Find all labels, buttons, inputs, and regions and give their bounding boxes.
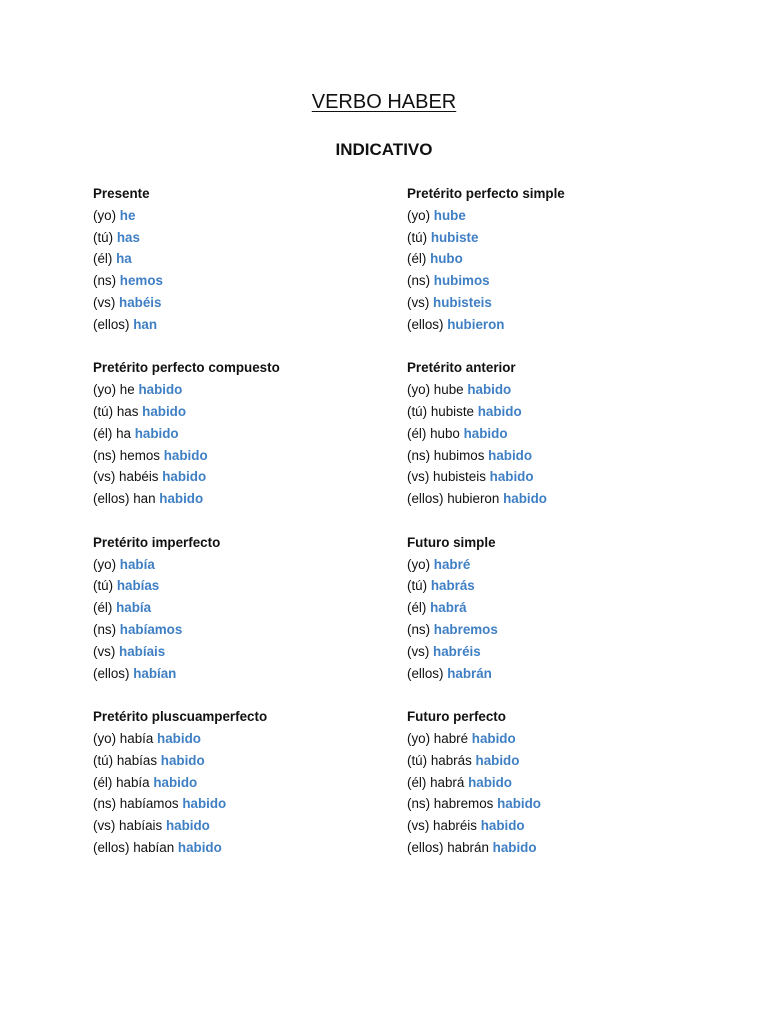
conjugation-row — [407, 488, 727, 510]
auxiliary-form: habré — [433, 730, 469, 746]
auxiliary-form: he — [119, 382, 135, 398]
conjugation-row — [407, 750, 727, 772]
conjugation-row — [93, 227, 413, 249]
pronoun: (ellos) — [93, 665, 130, 681]
pronoun: (ellos) — [93, 316, 130, 332]
pronoun: (yo) — [93, 556, 117, 572]
verb-form: había — [119, 556, 155, 572]
verb-form: habido — [157, 730, 201, 746]
document-title — [0, 89, 768, 115]
pronoun: (tú) — [93, 578, 114, 594]
verb-form: hemos — [119, 273, 163, 289]
auxiliary-form: había — [119, 730, 154, 746]
auxiliary-form: habéis — [119, 469, 159, 485]
pronoun: (ns) — [93, 796, 117, 812]
conjugation-row — [407, 619, 727, 641]
pronoun: (ellos) — [407, 665, 444, 681]
pronoun: (tú) — [93, 752, 114, 768]
pronoun: (vs) — [407, 294, 430, 310]
document-title-text: VERBO HABER — [311, 91, 457, 113]
pronoun: (él) — [407, 425, 427, 441]
verb-form: habías — [116, 578, 160, 594]
verb-form: habido — [475, 752, 520, 768]
pronoun: (yo) — [407, 207, 431, 223]
tense-block — [407, 183, 727, 336]
pronoun: (ellos) — [407, 316, 444, 332]
pronoun: (él) — [93, 251, 113, 267]
conjugation-row — [407, 641, 727, 663]
pronoun: (ns) — [93, 621, 117, 637]
conjugation-row — [407, 423, 727, 445]
verb-form: habido — [162, 469, 207, 485]
auxiliary-form: hubimos — [433, 447, 485, 463]
verb-form: habido — [463, 425, 508, 441]
verb-form: habido — [153, 774, 198, 790]
conjugation-row — [93, 597, 413, 619]
conjugation-row — [93, 314, 413, 336]
auxiliary-form: habíais — [119, 818, 163, 834]
conjugation-row — [93, 815, 413, 837]
conjugation-row — [93, 466, 413, 488]
verb-form: hubo — [430, 251, 463, 267]
pronoun: (yo) — [407, 730, 431, 746]
tense-block — [93, 357, 413, 510]
verb-form: habido — [471, 730, 516, 746]
tense-heading: Pretérito imperfecto — [93, 534, 221, 550]
pronoun: (él) — [93, 600, 113, 616]
verb-form: habíamos — [119, 621, 183, 637]
verb-form: habido — [467, 382, 512, 398]
verb-form: habido — [134, 425, 179, 441]
pronoun: (él) — [407, 251, 427, 267]
conjugation-row — [407, 815, 727, 837]
auxiliary-form: habréis — [433, 818, 477, 834]
conjugation-row — [93, 793, 413, 815]
conjugation-row — [407, 401, 727, 423]
verb-form: han — [133, 316, 158, 332]
conjugation-row — [93, 248, 413, 270]
verb-form: habremos — [433, 621, 498, 637]
auxiliary-form: habían — [133, 839, 175, 855]
conjugation-row — [407, 554, 727, 576]
verb-form: habido — [142, 403, 187, 419]
tense-block — [407, 357, 727, 510]
conjugation-row — [93, 728, 413, 750]
tense-heading: Presente — [93, 186, 150, 201]
conjugation-row — [407, 793, 727, 815]
conjugation-row — [407, 270, 727, 292]
auxiliary-form: han — [133, 491, 156, 507]
conjugation-row — [93, 445, 413, 467]
pronoun: (ns) — [407, 796, 431, 812]
verb-form: habido — [477, 403, 522, 419]
auxiliary-form: hube — [433, 382, 464, 398]
conjugation-row — [93, 837, 413, 859]
verb-form: hube — [433, 207, 466, 223]
auxiliary-form: habrán — [447, 839, 489, 855]
conjugation-row — [93, 423, 413, 445]
conjugation-row — [407, 248, 727, 270]
left-column — [93, 183, 413, 881]
pronoun: (ellos) — [93, 839, 130, 855]
auxiliary-form: habremos — [433, 796, 494, 812]
pronoun: (ellos) — [93, 491, 130, 507]
tense-heading: Futuro perfecto — [407, 709, 506, 725]
verb-form: habrá — [430, 600, 467, 616]
verb-form: habíais — [119, 643, 166, 659]
pronoun: (vs) — [407, 818, 430, 834]
pronoun: (tú) — [407, 229, 428, 245]
conjugation-row — [93, 663, 413, 685]
verb-form: habido — [177, 839, 222, 855]
conjugation-row — [93, 292, 413, 314]
conjugation-row — [407, 663, 727, 685]
tense-heading: Futuro simple — [407, 534, 496, 550]
pronoun: (ns) — [407, 447, 431, 463]
auxiliary-form: habíamos — [119, 796, 179, 812]
auxiliary-form: habías — [116, 752, 158, 768]
pronoun: (tú) — [93, 403, 114, 419]
pronoun: (ns) — [407, 273, 431, 289]
verb-form: habido — [480, 818, 525, 834]
conjugation-row — [407, 445, 727, 467]
auxiliary-form: hubisteis — [433, 469, 486, 485]
conjugation-row — [93, 575, 413, 597]
conjugation-row — [93, 270, 413, 292]
verb-form: habido — [488, 447, 533, 463]
conjugation-row — [407, 728, 727, 750]
verb-form: habían — [133, 665, 177, 681]
pronoun: (yo) — [407, 556, 431, 572]
pronoun: (él) — [93, 425, 113, 441]
conjugation-row — [93, 772, 413, 794]
auxiliary-form: ha — [116, 425, 131, 441]
tense-block — [93, 532, 413, 685]
pronoun: (vs) — [93, 469, 116, 485]
pronoun: (ellos) — [407, 491, 444, 507]
tense-block — [407, 706, 727, 859]
auxiliary-form: hubieron — [447, 491, 500, 507]
auxiliary-form: hubiste — [430, 403, 475, 419]
pronoun: (tú) — [407, 578, 428, 594]
pronoun: (él) — [93, 774, 113, 790]
verb-form: habré — [433, 556, 471, 572]
auxiliary-form: hubo — [430, 425, 460, 441]
conjugation-row — [407, 205, 727, 227]
verb-form: hubimos — [433, 273, 490, 289]
auxiliary-form: hemos — [119, 447, 160, 463]
auxiliary-form: habrá — [430, 774, 465, 790]
verb-form: habido — [159, 491, 204, 507]
pronoun: (ns) — [93, 447, 117, 463]
conjugation-row — [93, 401, 413, 423]
tense-block — [407, 532, 727, 685]
pronoun: (vs) — [93, 294, 116, 310]
pronoun: (ns) — [407, 621, 431, 637]
verb-form: ha — [116, 251, 132, 267]
pronoun: (él) — [407, 774, 427, 790]
pronoun: (vs) — [93, 643, 116, 659]
tense-heading: Pretérito perfecto compuesto — [93, 360, 280, 376]
right-column — [407, 183, 727, 881]
verb-form: habido — [497, 796, 541, 812]
verb-form: hubisteis — [433, 294, 492, 310]
auxiliary-form: había — [116, 774, 150, 790]
mood-heading: INDICATIVO — [335, 140, 433, 159]
verb-form: habido — [160, 752, 205, 768]
pronoun: (tú) — [407, 403, 428, 419]
pronoun: (yo) — [93, 207, 117, 223]
tense-heading: Pretérito anterior — [407, 360, 516, 376]
verb-form: habido — [503, 491, 547, 507]
verb-form: había — [116, 600, 152, 616]
verb-form: habido — [468, 774, 512, 790]
verb-form: habido — [163, 447, 208, 463]
tense-block — [93, 183, 413, 336]
verb-form: habréis — [433, 643, 481, 659]
pronoun: (vs) — [407, 469, 430, 485]
tense-block — [93, 706, 413, 859]
conjugation-row — [407, 772, 727, 794]
verb-form: habido — [165, 818, 210, 834]
conjugation-row — [93, 750, 413, 772]
verb-form: habrán — [447, 665, 492, 681]
pronoun: (vs) — [407, 643, 430, 659]
pronoun: (ns) — [93, 273, 117, 289]
pronoun: (yo) — [93, 382, 117, 398]
pronoun: (yo) — [407, 382, 431, 398]
verb-form: hubiste — [430, 229, 479, 245]
conjugation-row — [407, 575, 727, 597]
conjugation-row — [407, 466, 727, 488]
conjugation-row — [407, 379, 727, 401]
verb-form: habéis — [119, 294, 162, 310]
conjugation-row — [93, 619, 413, 641]
verb-form: habrás — [430, 578, 475, 594]
pronoun: (vs) — [93, 818, 116, 834]
verb-form: habido — [492, 839, 537, 855]
auxiliary-form: has — [116, 403, 139, 419]
verb-form: has — [116, 229, 140, 245]
verb-form: habido — [182, 796, 227, 812]
conjugation-row — [93, 205, 413, 227]
tense-heading: Pretérito pluscuamperfecto — [93, 709, 268, 725]
conjugation-row — [407, 837, 727, 859]
conjugation-row — [93, 554, 413, 576]
tense-heading: Pretérito perfecto simple — [407, 186, 565, 201]
conjugation-row — [407, 597, 727, 619]
verb-form: he — [119, 207, 136, 223]
conjugation-row — [93, 641, 413, 663]
pronoun: (él) — [407, 600, 427, 616]
pronoun: (tú) — [93, 229, 114, 245]
auxiliary-form: habrás — [430, 752, 472, 768]
conjugation-row — [407, 292, 727, 314]
verb-form: hubieron — [447, 316, 505, 332]
pronoun: (ellos) — [407, 839, 444, 855]
conjugation-row — [93, 488, 413, 510]
verb-form: habido — [489, 469, 534, 485]
conjugation-row — [93, 379, 413, 401]
conjugation-row — [407, 227, 727, 249]
verb-form: habido — [138, 382, 183, 398]
conjugation-row — [407, 314, 727, 336]
pronoun: (yo) — [93, 730, 117, 746]
pronoun: (tú) — [407, 752, 428, 768]
